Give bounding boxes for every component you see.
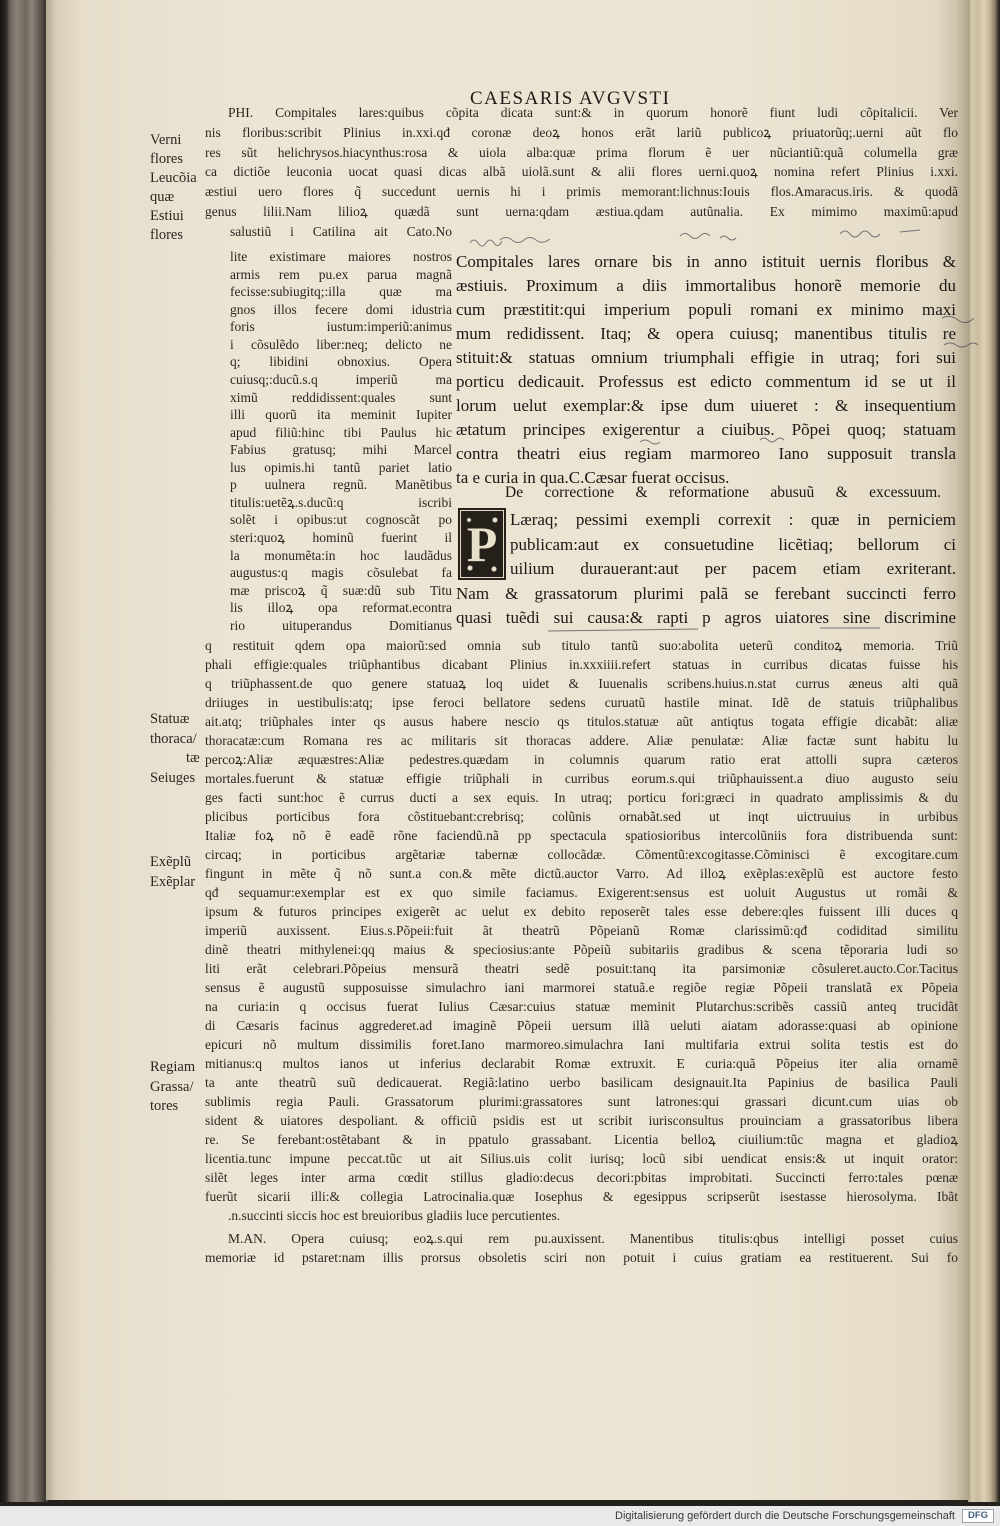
- margin-note: tæ: [186, 750, 200, 766]
- main-text-line: Læraq; pessimi exempli correxit : quæ in perniciem: [510, 510, 956, 529]
- commentary-line: ximũ reddidissent:quales sunt: [230, 389, 452, 405]
- margin-notes-flowers: [150, 131, 205, 245]
- margin-note: flores: [150, 227, 184, 243]
- commentary-line: illi quorũ ita meminit Iupiter: [230, 407, 452, 423]
- main-text-line: quasi tuẽdi sui causa:& rapti p agros uiatores sine discrimine: [456, 608, 956, 627]
- commentary-line: mitianus:q multos ianos ut inferius declarabit Romæ extruxit. E curia:quã Põpeius iter alia ornamẽ: [205, 1056, 958, 1072]
- main-text-line: uilium durauerant:aut per pacem etiam exriterant.: [510, 559, 956, 578]
- margin-note: flores: [150, 151, 184, 167]
- digitization-credit-text: Digitalisierung gefördert durch die Deutsche Forschungsgemeinschaft: [615, 1510, 955, 1522]
- commentary-line: salustiũ i Catilina ait Cato.No: [230, 223, 452, 239]
- commentary-line: sublimis regia Pauli. Grassatorum plurimi:grassatores sunt latrones:qui grassari dicunt.cum uias ob: [205, 1094, 958, 1110]
- commentary-line: fuerũt sicarii illi:& collegia Latrocinalia.quæ Iosephus & egesippus scripserũt isestasse hierosolyma. Ibãt: [205, 1189, 958, 1205]
- commentary-line: apud filiũ:hinc tibi Paulus hic: [230, 424, 452, 440]
- margin-note: Exẽplũ: [150, 854, 192, 870]
- main-text-block-after-initial: [456, 508, 956, 631]
- commentary-line: lus opimis.hi tantũ pariet latio: [230, 459, 452, 475]
- commentary-line: nis floribus:scribit Plinius in.xxi.qđ coronæ deoꝝ honos erãt lariũ publicoꝝ priuatorũq;.uerni aũt flo: [205, 124, 958, 140]
- commentary-line: liti erãt celebrari.Põpeius mensurã theatri sedẽ posuit:tanq ita parsimoniæ cõsuleret.aucto.Cor.Tacitus: [205, 961, 958, 977]
- commentary-line: .n.succinti siccis hoc est breuioribus gladiis luce percutientes.: [228, 1208, 561, 1224]
- margin-note: tores: [150, 1098, 179, 1114]
- commentary-narrow-column: [230, 248, 452, 634]
- commentary-line: PHI. Compitales lares:quibus cõpita dicata sunt:& in quorum honorẽ fiunt ludi cõpitalicii. Ver: [228, 105, 958, 120]
- commentary-line: sensus ẽ augustũ supposuisse simulachro iani marmorei statuã.e regiõe regiæ Põpeii translatã ex Põpeia: [205, 980, 958, 996]
- commentary-line: lite existimare maiores nostros: [230, 249, 452, 264]
- main-text-line: Nam & grassatorum plurimi palã se ferebant succincti ferro: [456, 583, 956, 603]
- commentary-end-block: [205, 1229, 958, 1267]
- commentary-line: phali effigie:quales triũphantibus dicabant Plinius in.xxxiiii.refert statuas in curribus dicatas fuisse his: [205, 657, 958, 673]
- margin-notes-statues: [150, 710, 205, 788]
- main-text-line: ta e curia in qua.C.Cæsar fuerat occisus.: [456, 468, 730, 487]
- commentary-line: imperiũ auxissent. Eius.s.Põpeii:fuit ãt theatrũ Põpeianũ Romæ clarissimũ:qđ codiditad similitu: [205, 923, 958, 939]
- commentary-line: rio uituperandus Domitianus: [230, 617, 452, 633]
- commentary-line: ait.atq; triũphales inter qs ausus habere nescio qs titulos.statuæ aũt antiqtus togata effigie dicabãt: aliæ: [205, 714, 958, 730]
- commentary-line: Italiæ foꝝ nõ ẽ eadẽ rõne faciendũ.nã pp spectacula spatiosioribus intercolũniis fora distribuenda sunt:: [205, 828, 958, 844]
- commentary-line: di Cæsaris facinus aggrederet.ad imaginẽ Põpeii uersum illã ueluti aiatam adorasse:quasi ab opinione: [205, 1018, 958, 1034]
- commentary-line: gnos illos fecere domi idustria: [230, 301, 452, 317]
- commentary-line: genus lilii.Nam lilioꝝ quædã sunt uerna:qdam æstiua.qdam autũnalia. Ex mimimo maximũ:apud: [205, 203, 958, 219]
- commentary-line: lis illoꝝ opa reformat.econtra: [230, 600, 452, 616]
- commentary-line: cuiusq;:ducũ.s.q imperiũ ma: [230, 371, 452, 387]
- book-page-stack-left: [0, 0, 48, 1502]
- commentary-line: thoracatæ:cum Romana res ac militaris sit thoracas addere. Aliæ penulatæ: Aliæ factæ sunt habitu lu: [205, 733, 958, 749]
- main-text-line: cum præstitit:qui imperium populi romani ex minimo maxi: [456, 300, 956, 319]
- commentary-line: mortales.fuerunt & statuæ effigie triũphali in curribus eorum.s.qui triũphauissent.a diuo augusto seiu: [205, 771, 958, 787]
- main-text-line: lorum uelut exemplar:& ipse dum uiueret : & insequentium: [456, 396, 956, 415]
- commentary-line: q restituit qdem opa maiorũ:sed omnia sub titulo tantũ suo:abolita ueterũ conditoꝝ memoria. Triũ: [205, 638, 958, 653]
- commentary-line: fecisse:subiugitq;:illa quæ ma: [230, 284, 452, 300]
- commentary-line: dinẽ theatri mithylenei:qq maius & speciosius:ante Põpeiũ subitariis gradibus & scena tẽporaria ludi so: [205, 942, 958, 958]
- decorated-initial-letter: P: [458, 508, 506, 580]
- margin-notes-exemplum: [150, 852, 205, 892]
- commentary-line: Fabius gratusq; mihi Marcel: [230, 442, 452, 458]
- main-text-line: mum redidissent. Itaq; & opera cuiusq; manentibus titulis re: [456, 324, 956, 343]
- commentary-line: æstiui uero flores q̃ succedunt uernis hi i primis memorant:lichnus:Iouis flos.Amaracus.iris. & quodã: [205, 184, 958, 200]
- commentary-line: q; libidini obnoxius. Opera: [230, 354, 452, 370]
- main-text-line: porticu dedicauit. Professus est edicto commentum id se ut il: [456, 372, 956, 391]
- margin-note: thoraca/: [150, 730, 197, 747]
- main-text-line: Compitales lares ornare bis in anno istituit uernis floribus &: [456, 252, 956, 271]
- margin-note: Leucõia: [150, 170, 197, 186]
- commentary-line: i cõsulẽdo liber:neq; delicto ne: [230, 336, 452, 352]
- commentary-line: silẽt leges inter arma cœdit stillus gladio:decus decori:pbitas improbitati. Succincti ferro:tales pœnæ: [205, 1170, 958, 1186]
- commentary-line: fingunt in mẽte q̃ nõ sunt.a con.& mẽte dictũ.auctor Varro. Ad illoꝝ exẽplas:exẽplũ est auctore festo: [205, 866, 958, 882]
- dfg-logo: DFG: [962, 1509, 994, 1523]
- commentary-line: licentia.tunc impune peccat.tũc ut ait Silius.uis colit iurisq; locũ sibi uendicat ensis:& ut inquit orator:: [205, 1151, 958, 1167]
- book-page-edge-right: [968, 0, 1000, 1502]
- margin-note: Estiui: [150, 208, 184, 224]
- commentary-line: epicuri nõ multum dissimilis foret.Iano marmoreo.simulachra Iani multifaria extrui solita testis est do: [205, 1037, 958, 1053]
- commentary-line: res sũt helichrysos.hiacynthus:rosa & uiola alba:quæ prima florum ẽ uer nũciantiũ:quã columella græ: [205, 144, 958, 160]
- commentary-line: mæ priscoꝝ q̃ suæ:dũ sub Titu: [230, 582, 452, 598]
- commentary-line: foris iustum:imperiũ:animus: [230, 319, 452, 335]
- commentary-line: re. Se ferebant:ostẽtabant & in ppatulo grassabant. Licentia belloꝝ ciuilium:tũc magna et gladioꝝ: [205, 1132, 958, 1148]
- main-text-line: æstiuis. Proximum a diis immortalibus honorẽ memorie du: [456, 276, 956, 295]
- commentary-top-block: [205, 103, 958, 242]
- margin-note: quæ: [150, 189, 175, 205]
- section-heading: De correctione & reformatione abusuũ & excessuum.: [505, 484, 941, 501]
- commentary-line: ipsum & futuros principes exigerẽt ac uelut ex debito reposerẽt tales esse debere:qles fuissent illi duces q: [205, 904, 958, 920]
- commentary-line: ges facti sunt:hoc ẽ currus ducti a sex equis. In utraq; porticu fori:græci in quadrato amplissimis & du: [205, 790, 958, 806]
- margin-notes-regiam: [150, 1058, 205, 1117]
- commentary-line: ca dictiõe leuconia uocat quasi dicas albã uiolã.sunt & alii flores uerni.quoꝝ nomina refert Plinius i.xxi.: [205, 164, 958, 180]
- commentary-line: na curia:in q occisus fuerat Iulius Cæsar:cuius statuæ meminit Plutarchus:scribẽs cassiũ anteq trucidãt: [205, 999, 958, 1015]
- commentary-line: titulis:uetẽꝝ.s.ducũ:q iscribi: [230, 494, 452, 510]
- main-text-line: stituit:& statuas omnium triumphali effigie in utraq; fori sui: [456, 348, 956, 367]
- margin-note: Exẽplar: [150, 874, 196, 890]
- commentary-line: sident & uiatores despoliant. & officiũ psidis est ut scribit iurisconsultus prouinciam a grassatoribus libera: [205, 1113, 958, 1129]
- main-text-block: [456, 250, 956, 490]
- commentary-line: qđ sequamur:exemplar est ex quo simile faciamus. Exigerent:sensus est uoluit Augustus ut romãi &: [205, 885, 958, 901]
- commentary-line: ta ante theatrũ suũ dedicauerat. Regiã:latino uerbo basilicam designauit.Ita Papinius de basilica Pauli: [205, 1075, 958, 1091]
- main-text-line: contra theatri eius regiam marmoreo Iano supposuit transla: [456, 444, 956, 463]
- commentary-line: driiuges in uestibulis:atq; ipse feroci bellatore sedens curuatũ hastile minat. Idẽ de statuis triũphalibus: [205, 695, 958, 711]
- commentary-line: p uulnera regnũ. Manẽtibus: [230, 477, 452, 493]
- commentary-line: q triũphassent.de quo genere statuaꝝ loq uidet & Iuuenalis scribens.huius.n.stat currus æneus alti quã: [205, 676, 958, 692]
- commentary-line: steri:quoꝝ hominũ fuerint il: [230, 530, 452, 545]
- margin-note: Seiuges: [150, 769, 196, 786]
- commentary-bottom-block: [205, 636, 958, 1225]
- commentary-line: solẽt i opibus:ut cognoscãt po: [230, 512, 452, 528]
- commentary-line: memoriæ id pstaret:nam illis prorsus obsoletis sciri non potuit i cuius gratiam ea restituerent. Sui fo: [205, 1250, 958, 1265]
- commentary-line: M.AN. Opera cuiusq; eoꝝ.s.qui rem pu.auxissent. Manentibus titulis:qbus intelligi posset cuius: [228, 1231, 958, 1246]
- margin-note: Statuæ: [150, 711, 190, 727]
- commentary-line: percoꝝ:Aliæ æquæstres:Aliæ pedestres.quædam in columnis quarum ratio erat attolli supra cæteros: [205, 752, 958, 768]
- commentary-line: circaq; in porticibus argẽtariæ tabernæ collocãdæ. Cõmentũ:excogitasse.Cõminisci ẽ excogitare.cum: [205, 847, 958, 863]
- running-title: CAESARIS AVGVSTI: [470, 88, 671, 109]
- commentary-line: augustus:q magis cõsulebat fa: [230, 565, 452, 581]
- commentary-line: plicibus porticibus fora cõstituebant:crebrisq; colũnis ornabãt.sed ut inqt uictruuius in urbibus: [205, 809, 958, 825]
- margin-note: Regiam: [150, 1059, 196, 1075]
- commentary-line: armis rem pu.ex parua magnã: [230, 266, 452, 282]
- main-text-line: publicam:aut ex consuetudine licẽtiaq; bellorum ci: [510, 534, 956, 554]
- commentary-line: la monumẽta:in hoc laudãdus: [230, 547, 452, 563]
- margin-note: Grassa/: [150, 1078, 194, 1095]
- main-text-line: ætatum principes exigerentur a ciuibus. Põpei quoq; statuam: [456, 420, 956, 439]
- margin-note: Verni: [150, 132, 182, 148]
